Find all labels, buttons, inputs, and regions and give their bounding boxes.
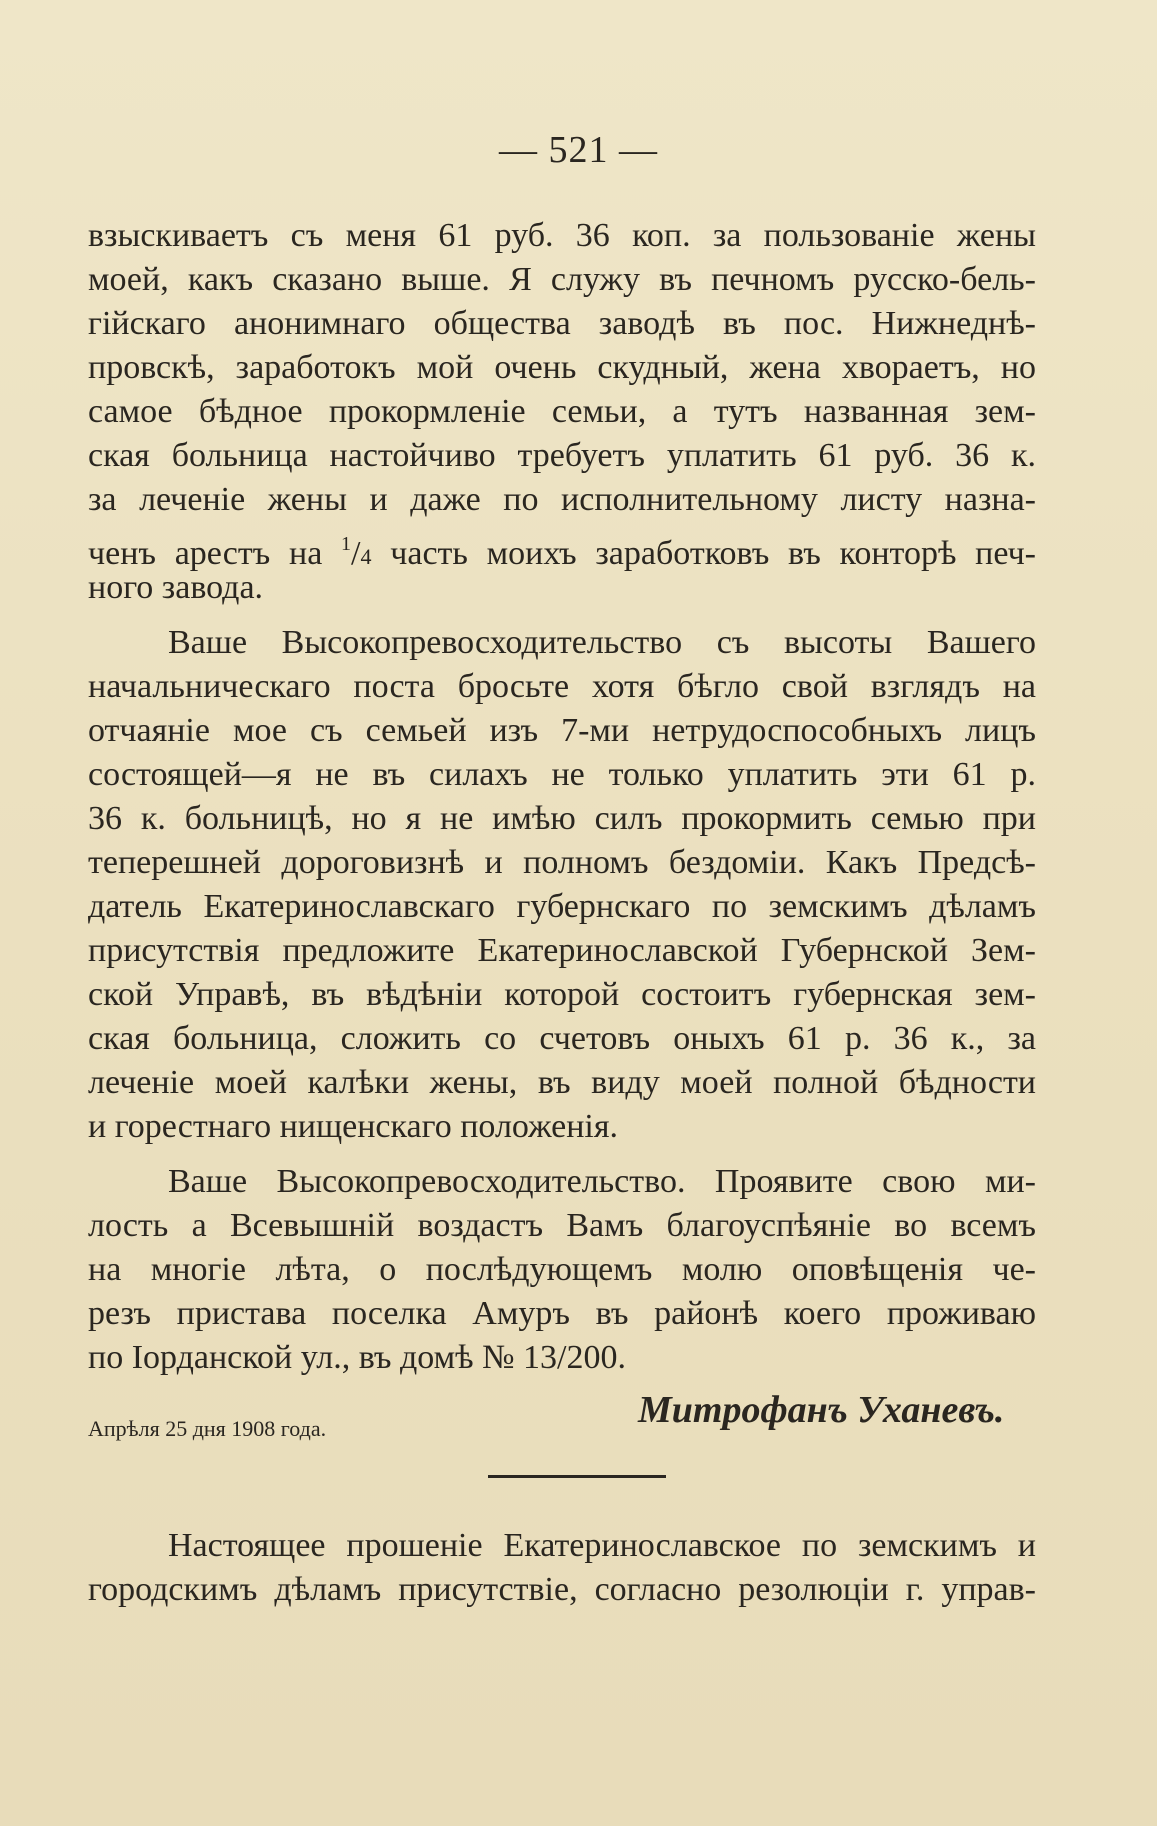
page-number: — 521 — xyxy=(499,129,658,171)
text-line: Ваше Высокопревосходительство съ высоты Вашего xyxy=(168,624,1036,661)
fraction-numerator: 1 xyxy=(341,533,352,555)
text-line: ская больница настойчиво требуетъ уплатить 61 руб. 36 к. xyxy=(88,437,1036,474)
text-line: лость а Всевышній воздастъ Вамъ благоуспѣяніе во всемъ xyxy=(88,1207,1036,1244)
text-line: датель Екатеринославскаго губернскаго по земскимъ дѣламъ xyxy=(88,888,1036,925)
fraction: $^1$/4 xyxy=(341,533,372,572)
text-line: моей, какъ сказано выше. Я служу въ печномъ русско-бель- xyxy=(88,261,1036,298)
text-line: взыскиваетъ съ меня 61 руб. 36 коп. за пользованіе жены xyxy=(88,217,1036,254)
text-line: начальническаго поста бросьте хотя бѣгло свой взглядъ на xyxy=(88,668,1036,705)
text-segment: часть моихъ заработковъ въ конторѣ печ- xyxy=(390,535,1037,572)
signature: Митрофанъ Уханевъ. xyxy=(638,1389,1005,1431)
text-line: состоящей—я не въ силахъ не только уплатить эти 61 р. xyxy=(88,756,1036,793)
text-line: провскѣ, заработокъ мой очень скудный, жена хвораетъ, но xyxy=(88,349,1036,386)
text-line: за леченіе жены и даже по исполнительному листу назна- xyxy=(88,481,1036,518)
text-line: ного завода. xyxy=(88,569,264,606)
text-line: ская больница, сложить со счетовъ оныхъ 61 р. 36 к., за xyxy=(88,1020,1036,1057)
text-line: присутствія предложите Екатеринославской Губернской Зем- xyxy=(88,932,1036,969)
section-divider xyxy=(488,1475,666,1478)
text-line: отчаяніе мое съ семьей изъ 7-ми нетрудоспособныхъ лицъ xyxy=(88,712,1036,749)
text-line: по Іорданской ул., въ домѣ № 13/200. xyxy=(88,1339,627,1376)
text-line: резъ пристава поселка Амуръ въ районѣ коего проживаю xyxy=(88,1295,1036,1332)
text-line: Настоящее прошеніе Екатеринославское по земскимъ и xyxy=(168,1527,1036,1564)
text-line: леченіе моей калѣки жены, въ виду моей полной бѣдности xyxy=(88,1064,1036,1101)
text-segment: ченъ арестъ на xyxy=(88,535,323,572)
text-line: Ваше Высокопревосходительство. Проявите свою ми- xyxy=(168,1163,1036,1200)
text-line: 36 к. больницѣ, но я не имѣю силъ прокормить семью при xyxy=(88,800,1036,837)
text-line: на многіе лѣта, о послѣдующемъ молю оповѣщенія че- xyxy=(88,1251,1036,1288)
text-line: городскимъ дѣламъ присутствіе, согласно резолюціи г. управ- xyxy=(88,1571,1036,1608)
text-line: гійскаго анонимнаго общества заводѣ въ пос. Нижнеднѣ- xyxy=(88,305,1036,342)
text-line: самое бѣдное прокормленіе семьи, а тутъ названная зем- xyxy=(88,393,1036,430)
fraction-denominator: 4 xyxy=(360,544,372,569)
text-line: ской Управѣ, въ вѣдѣніи которой состоитъ губернская зем- xyxy=(88,976,1036,1013)
text-line: теперешней дороговизнѣ и полномъ бездоміи. Какъ Предсѣ- xyxy=(88,844,1036,881)
text-line: и горестнаго нищенскаго положенія. xyxy=(88,1108,618,1145)
date-line: Апрѣля 25 дня 1908 года. xyxy=(88,1416,327,1441)
